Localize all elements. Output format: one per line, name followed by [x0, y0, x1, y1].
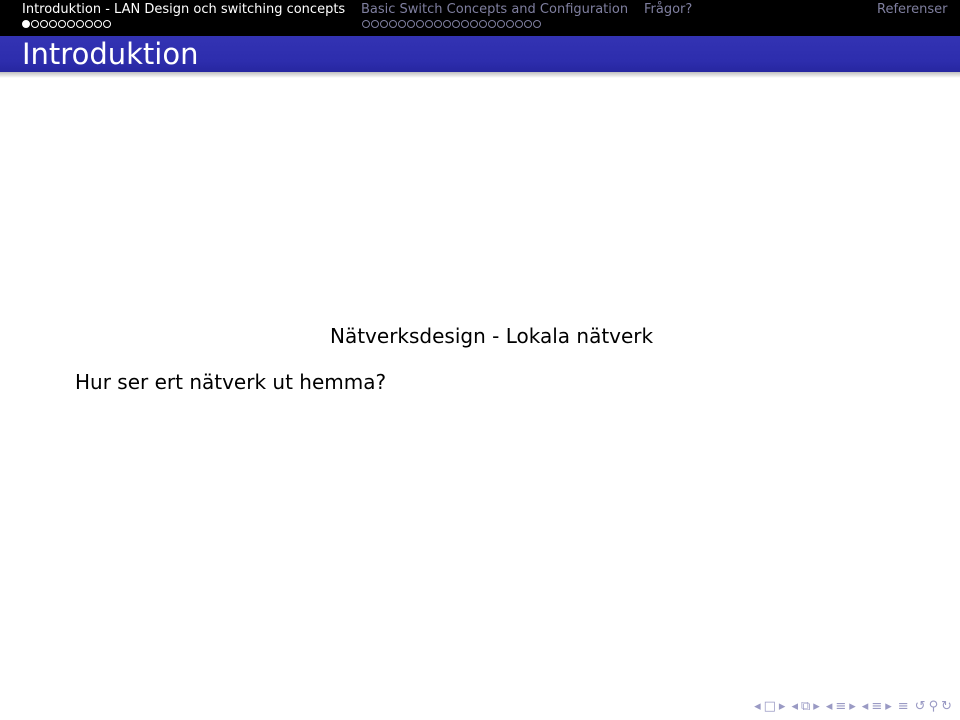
section-icon[interactable]: ≡ [835, 699, 847, 714]
arrow-left-icon[interactable]: ◂ [861, 699, 869, 714]
title-shadow [0, 72, 960, 78]
arrow-right-icon[interactable]: ▸ [778, 699, 786, 714]
subsection-nav-group [791, 700, 819, 714]
frame-icon[interactable]: □ [763, 699, 776, 714]
back-icon[interactable]: ↺ [914, 699, 926, 714]
arrow-left-icon[interactable]: ◂ [791, 699, 798, 714]
arrow-left-icon[interactable]: ◂ [754, 699, 761, 714]
slide-dot[interactable] [85, 20, 93, 28]
slide-dot[interactable] [94, 20, 102, 28]
section-2-slide-dots [362, 20, 541, 30]
slide-dot[interactable] [524, 20, 532, 28]
appendix-nav-group [898, 700, 909, 714]
slide-question: Hur ser ert nätverk ut hemma? [75, 370, 387, 394]
slide-dot[interactable] [398, 20, 406, 28]
arrow-right-icon[interactable]: ▸ [885, 699, 892, 714]
slide-heading: Nätverksdesign - Lokala nätverk [330, 324, 654, 348]
section-1-slide-dots [22, 20, 111, 30]
arrow-right-icon[interactable]: ▸ [849, 699, 856, 714]
frame-title-bar [0, 36, 960, 72]
slide-dot[interactable] [58, 20, 66, 28]
slide-dot[interactable] [362, 20, 370, 28]
slide-dot[interactable] [425, 20, 433, 28]
forward-icon[interactable]: ↻ [941, 699, 952, 714]
slide-dot[interactable] [371, 20, 379, 28]
slide-dot[interactable] [461, 20, 469, 28]
slide-dot[interactable] [31, 20, 39, 28]
slide-dot[interactable] [389, 20, 397, 28]
subsection-icon[interactable]: ⧉ [800, 699, 811, 714]
arrow-right-icon[interactable]: ▸ [813, 699, 820, 714]
frame-title: Introduktion [22, 37, 199, 71]
search-icon[interactable]: ⚲ [928, 699, 939, 714]
nav-section-referenser[interactable]: Referenser [877, 2, 948, 17]
slide-dot[interactable] [67, 20, 75, 28]
beamer-navigation-symbols [754, 700, 952, 714]
slide-dot[interactable] [533, 20, 541, 28]
appendix-icon[interactable]: ≡ [897, 699, 909, 714]
slide-dot[interactable] [49, 20, 57, 28]
slide-dot[interactable] [76, 20, 84, 28]
slide-dot[interactable] [40, 20, 48, 28]
slide-dot[interactable] [479, 20, 487, 28]
section-nav-group-2 [862, 700, 892, 714]
slide-dot[interactable] [416, 20, 424, 28]
slide-dot[interactable] [407, 20, 415, 28]
slide-dot[interactable] [506, 20, 514, 28]
slide-dot[interactable] [443, 20, 451, 28]
slide-dot[interactable] [434, 20, 442, 28]
nav-section-fragor[interactable]: Frågor? [644, 2, 693, 17]
nav-section-introduktion[interactable]: Introduktion - LAN Design och switching concepts [22, 2, 346, 17]
slide-dot[interactable] [452, 20, 460, 28]
section-icon[interactable]: ≡ [871, 699, 883, 714]
slide-dot[interactable] [380, 20, 388, 28]
slide-dot[interactable] [497, 20, 505, 28]
slide-dot[interactable] [470, 20, 478, 28]
section-navigation [0, 0, 960, 36]
slide-dot[interactable] [103, 20, 111, 28]
frame-nav-group [754, 700, 785, 714]
search-nav-group [915, 700, 952, 714]
nav-section-basic-switch[interactable]: Basic Switch Concepts and Configuration [361, 2, 629, 17]
section-nav-group [826, 700, 856, 714]
slide-dot[interactable] [22, 20, 30, 28]
arrow-left-icon[interactable]: ◂ [825, 699, 833, 714]
slide-dot[interactable] [488, 20, 496, 28]
slide-dot[interactable] [515, 20, 523, 28]
